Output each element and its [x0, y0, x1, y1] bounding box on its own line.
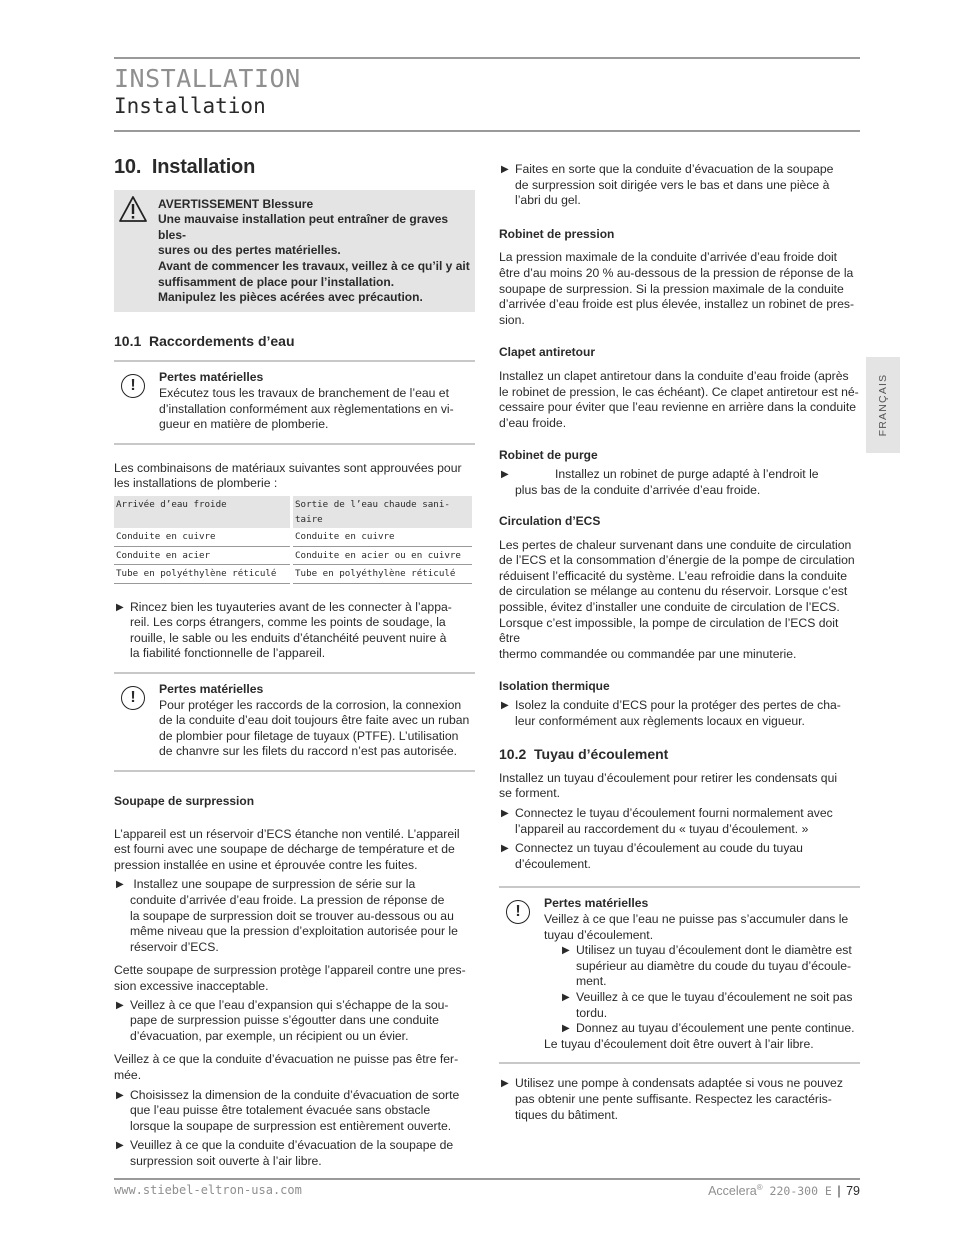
bullet-line: Veillez à ce que l’eau d’expansion qui s’échappe de la sou-: [130, 997, 449, 1012]
paragraph-line: le robinet de pression, le cas échéant). Ce clapet antiretour est né-: [499, 384, 859, 399]
left-column: [114, 156, 475, 1170]
bullet-line: la fiabilité fonctionnelle de l’appareil.: [130, 646, 326, 661]
notice-box: [499, 886, 860, 1064]
bullet-line: l’appareil au raccordement du « tuyau d’écoulement. »: [515, 821, 809, 836]
exclamation-circle-icon: !: [121, 686, 145, 710]
paragraph-line: d’arrivée d’eau froide est plus élevée, installez un robinet de pres-: [499, 297, 854, 312]
bullet-line: Choisissez la dimension de la conduite d’évacuation de sorte: [130, 1087, 460, 1102]
bullet-line: pas obtenir une pente suffisante. Respectez les caractéris-: [515, 1091, 832, 1106]
bullet-line: plus bas de la conduite d’arrivée d’eau froide.: [515, 482, 761, 497]
paragraph-line: Les pertes de chaleur survenant dans une conduite de circulation: [499, 537, 852, 552]
paragraph-line: possible, évitez d’installer une conduite de circulation de l’ECS.: [499, 600, 840, 615]
table-cell: Tube en polyéthylène réticulé: [292, 565, 473, 584]
exclamation-circle-icon: !: [121, 374, 145, 398]
warning-line: suffisamment de place pour l’installation.: [158, 274, 395, 289]
footer-rule: [114, 1178, 860, 1180]
bullet-line: l’abri du gel.: [515, 193, 581, 208]
bullet-line: réservoir d’ECS.: [130, 939, 219, 954]
bullet-line: Installez une soupape de surpression de série sur la: [130, 877, 416, 892]
bullet-connect-2: [499, 841, 860, 872]
notice-line: tuyau d’écoulement.: [544, 927, 654, 942]
bullet-line: Utilisez un tuyau d’écoulement dont le diamètre est: [576, 943, 852, 958]
footer-model: 220-300 E: [762, 1184, 832, 1199]
bullet-line: pape de surpression puisse s’égoutter dans une conduite: [130, 1013, 439, 1028]
paragraph-line: Cette soupape de surpression protège l’appareil contre une pres-: [114, 963, 466, 978]
bullet-triangle-icon: ▶: [116, 999, 124, 1011]
bullet-line: d’écoulement.: [515, 856, 591, 871]
warning-line: sures ou des pertes matérielles.: [158, 243, 341, 258]
bullet-triangle-icon: ▶: [501, 843, 509, 855]
warning-title: AVERTISSEMENT Blessure: [158, 196, 314, 211]
bullet-line: lorsque la soupape de surpression est entièrement ouverte.: [130, 1118, 452, 1133]
paragraph-line: de l’ECS et la consommation d’énergie de la pompe de circulation: [499, 553, 855, 568]
language-tab-label: FRANÇAIS: [877, 373, 889, 437]
notice-line: d’installation conformément aux règlementations en vi-: [159, 401, 454, 416]
table-cell: Conduite en cuivre: [114, 528, 292, 546]
paragraph-line: cessaire pour éviter que l’eau revienne en arrière dans la conduite: [499, 400, 857, 415]
bullet-line: tordu.: [576, 1005, 608, 1020]
paragraph-line: de circulation se mélange au contenu du réservoir. Lorsque c’est: [499, 584, 848, 599]
paragraph-line: mée.: [114, 1067, 142, 1082]
notice-title: Pertes matérielles: [544, 896, 649, 911]
warning-line: Une mauvaise installation peut entraîner de graves bles-: [158, 212, 449, 242]
intro-line: les installations de plomberie :: [114, 476, 278, 491]
notice-subbullet: [560, 943, 860, 990]
bullet-line: rouille, le sable ou les enduits d’étanchéité peuvent nuire à: [130, 630, 447, 645]
bullet-line: Veuillez à ce que la conduite d’évacuation de la soupape de: [130, 1138, 454, 1153]
bullet-expansion: [114, 998, 475, 1045]
bullet-line: Faites en sorte que la conduite d’évacuation de la soupape: [515, 162, 834, 176]
bullet-open-air: [114, 1138, 475, 1169]
paragraph-line: La pression maximale de la conduite d’arrivée d’eau froide doit: [499, 250, 838, 265]
language-tab[interactable]: [866, 357, 900, 453]
bullet-install-soupape: [114, 877, 475, 955]
bullet-triangle-icon: ▶: [116, 879, 124, 891]
bullet-triangle-icon: ▶: [501, 700, 509, 712]
notice-box: [114, 672, 475, 772]
paragraph-line: Veillez à ce que la conduite d’évacuation ne puisse pas être fer-: [114, 1052, 459, 1067]
bullet-line: de surpression soit dirigée vers le bas et dans une pièce à: [515, 177, 830, 192]
paragraph-line: être d’au moins 20 % au-dessous de la pression de réponse de la: [499, 265, 854, 280]
bullet-line: Rincez bien les tuyauteries avant de les connecter à l’appa-: [130, 599, 452, 614]
bullet-triangle-icon: ▶: [562, 1023, 570, 1035]
bullet-dimension: [114, 1088, 475, 1135]
bullet-line: ment.: [576, 974, 607, 989]
paragraph-line: L’appareil est un réservoir d’ECS étanche non ventilé. L’appareil: [114, 826, 460, 841]
notice-line: Veillez à ce que l’eau ne puisse pas s’accumuler dans le: [544, 911, 849, 926]
table-header-row: [114, 496, 472, 528]
notice-line: Le tuyau d’écoulement doit être ouvert à l’air libre.: [544, 1036, 814, 1051]
paragraph-line: est fourni avec une soupape de décharge de température et de: [114, 842, 455, 857]
header-top-rule: [114, 57, 860, 59]
bullet-line: la soupape de surpression doit se trouver au-dessous ou au: [130, 908, 454, 923]
exclamation-circle-icon: !: [506, 900, 530, 924]
paragraph-line: sion excessive inacceptable.: [114, 978, 269, 993]
notice-line: de plombier pour filetage de tuyaux (PTFE). L’utilisation: [159, 728, 459, 743]
table-cell: Conduite en acier: [114, 546, 292, 565]
bullet-triangle-icon: ▶: [501, 808, 509, 819]
bullet-triangle-icon: ▶: [116, 1140, 124, 1152]
bullet-triangle-icon: ▶: [116, 601, 124, 613]
bullet-line: Installez un robinet de purge adapté à l’endroit le: [555, 466, 819, 481]
soupape-heading: Soupape de surpression: [114, 794, 255, 809]
page-header-title: Installation: [114, 94, 266, 118]
notice-line: de chanvre sur les filets du raccord n’est pas autorisée.: [159, 744, 458, 759]
page-header-title-upper: INSTALLATION: [114, 64, 301, 93]
table-header-line: taire: [295, 513, 323, 525]
paragraph-line: soupape de surpression. Si la pression maximale de la conduite: [499, 281, 844, 296]
paragraph-line: Installez un tuyau d’écoulement pour retirer les condensats qui: [499, 770, 838, 785]
table-row: [114, 528, 472, 546]
paragraph-line: pression installée en usine et éprouvée contre les fuites.: [114, 857, 418, 872]
table-row: [114, 546, 472, 565]
notice-line: gueur en matière de plomberie.: [159, 417, 329, 432]
subsection-heading-10-2: 10.2 Tuyau d’écoulement: [499, 746, 669, 763]
notice-line: Pour protéger les raccords de la corrosion, la connexion: [159, 697, 462, 712]
bullet-line: reil. Les corps étrangers, comme les points de soudage, la: [130, 615, 446, 630]
materials-table: [114, 496, 472, 584]
bullet-line: conduite d’arrivée d’eau froide. La pression de réponse de: [130, 893, 445, 907]
table-header-cell: Arrivée d’eau froide: [114, 496, 292, 528]
bullet-triangle-icon: ▶: [116, 1089, 124, 1101]
paragraph-line: réduisent l’efficacité du système. L’eau refroidie dans la conduite: [499, 568, 848, 583]
right-column: [499, 162, 860, 1123]
footer-separator: |: [837, 1184, 841, 1199]
bullet-line: surpression soit ouverte à l’air libre.: [130, 1153, 322, 1168]
bullet-line: Isolez la conduite d’ECS pour la protéger des pertes de cha-: [515, 698, 841, 713]
warning-line: Manipulez les pièces acérées avec précaution.: [158, 290, 423, 305]
notice-title: Pertes matérielles: [159, 682, 264, 697]
section-heading: 10. Installation: [114, 156, 256, 178]
bullet-line: d’évacuation, par exemple, un récipient ou un évier.: [130, 1028, 409, 1043]
paragraph-line: d’eau froide.: [499, 415, 567, 430]
bullet-line: même niveau que la pression d’exploitation autorisée pour le: [130, 924, 458, 939]
table-cell: Conduite en cuivre: [292, 528, 473, 546]
paragraph-line: sion.: [499, 312, 525, 327]
intro-line: Les combinaisons de matériaux suivantes sont approuvées pour: [114, 460, 462, 475]
notice-box: [114, 360, 475, 444]
clapet-heading: Clapet antiretour: [499, 345, 596, 360]
isolation-heading: Isolation thermique: [499, 679, 610, 694]
notice-title: Pertes matérielles: [159, 370, 264, 385]
paragraph-line: Installez un clapet antiretour dans la conduite d’eau froide (après: [499, 368, 849, 383]
bullet-triangle-icon: ▶: [501, 1078, 509, 1090]
page-number: 79: [846, 1184, 860, 1199]
notice-line: de la conduite d’eau doit toujours être faite avec un ruban: [159, 713, 470, 728]
footer-product: [708, 1183, 860, 1198]
bullet-line: Utilisez une pompe à condensats adaptée si vous ne pouvez: [515, 1076, 843, 1091]
warning-box: [114, 190, 475, 312]
notice-subbullet: [560, 990, 860, 1021]
bullet-pump: [499, 1076, 860, 1123]
bullet-line: tiques du bâtiment.: [515, 1107, 618, 1122]
footer-registered-mark: ®: [756, 1183, 763, 1192]
circulation-heading: Circulation d’ECS: [499, 514, 601, 529]
notice-line: Exécutez tous les travaux de branchement de l’eau et: [159, 385, 449, 400]
notice-subbullet: [560, 1021, 860, 1037]
bullet-drain-down: [499, 162, 860, 209]
bullet-triangle-icon: ▶: [501, 164, 509, 175]
subsection-heading-10-1: 10.1 Raccordements d’eau: [114, 332, 295, 349]
warning-triangle-icon: [118, 195, 148, 223]
table-row: [114, 565, 472, 584]
table-cell: Tube en polyéthylène réticulé: [114, 565, 292, 584]
bullet-line: que l’eau puisse être totalement évacuée sans obstacle: [130, 1103, 431, 1118]
footer-url[interactable]: www.stiebel-eltron-usa.com: [114, 1183, 302, 1197]
table-header-line: Sortie de l’eau chaude sani-: [295, 498, 450, 510]
bullet-triangle-icon: ▶: [562, 945, 570, 957]
paragraph-line: Lorsque c’est impossible, la pompe de circulation de l’ECS doit être: [499, 615, 839, 646]
bullet-triangle-icon: ▶: [562, 991, 570, 1003]
bullet-line: Connectez le tuyau d’écoulement fourni normalement avec: [515, 806, 833, 820]
table-header-cell: [292, 496, 473, 528]
paragraph-line: se forment.: [499, 786, 560, 801]
footer-product-name: Accelera: [708, 1184, 757, 1199]
bullet-isolation: [499, 698, 860, 729]
bullet-line: leur conformément aux règlements locaux en vigueur.: [515, 713, 805, 728]
purge-heading: Robinet de purge: [499, 448, 598, 463]
bullet-connect-1: [499, 806, 860, 837]
bullet-line: Veuillez à ce que le tuyau d’écoulement ne soit pas: [576, 989, 853, 1004]
bullet-triangle-icon: ▶: [501, 468, 509, 480]
bullet-purge: [499, 467, 860, 498]
paragraph-line: thermo commandée ou commandée par une minuterie.: [499, 646, 797, 661]
bullet-line: supérieur au diamètre du coude du tuyau d’écoule-: [576, 958, 852, 973]
table-cell: Conduite en acier ou en cuivre: [292, 546, 473, 565]
header-bottom-rule: [114, 130, 860, 132]
bullet-line: Donnez au tuyau d’écoulement une pente continue.: [576, 1021, 855, 1036]
bullet-rinse: [114, 600, 475, 662]
robinet-pression-heading: Robinet de pression: [499, 226, 615, 241]
warning-line: Avant de commencer les travaux, veillez à ce qu’il y ait: [158, 258, 470, 273]
bullet-line: Connectez un tuyau d’écoulement au coude du tuyau: [515, 841, 803, 856]
